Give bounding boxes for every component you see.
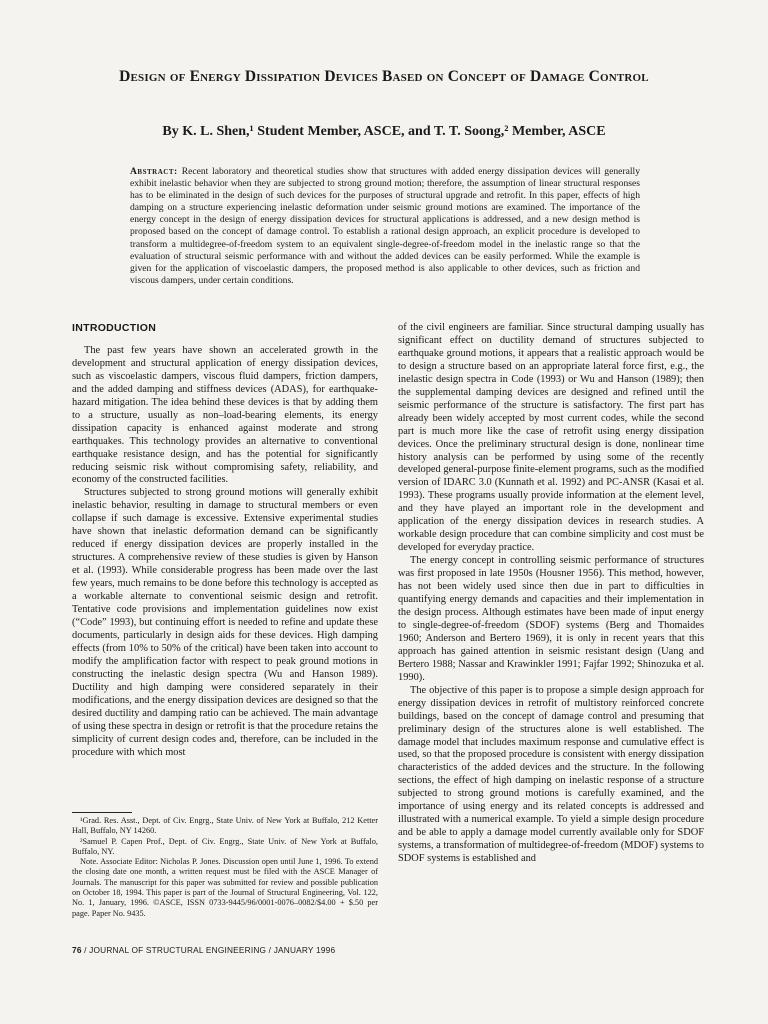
intro-paragraph-continued: of the civil engineers are familiar. Since structural damping usually has significant effect on ductility demand of structures subjected to earthquake ground motions, it appears that a realistic approach would be to design a structure based on an appropriate lateral force first, e.g., the inelastic design spectra in Code (1993) or Wu and Hanson (1989); then the supplemental damping devices are designed and refined until the seismic performance of the structure is satisfactory. The first part has already been widely accepted by most current codes, while the second part is much more like the case of retrofit using energy dissipation devices. Once the preliminary structural design is done, nonlinear time history analysis can be performed by using some of the recently developed general-purpose finite-element programs, such as the modified version of IDARC 3.0 (Kunnath et al. 1992) and PC-ANSR (Kasai et al. 1993). These programs usually provide information at the element level, and they have played an important role in the development and application of the energy dissipation devices in research studies. A workable design procedure that can combine simplicity and cost must be developed for everyday practice. <box>398 322 704 554</box>
abstract <box>130 166 640 287</box>
footnote-1: ¹Grad. Res. Asst., Dept. of Civ. Engrg., State Univ. of New York at Buffalo, 212 Ketter Hall, Buffalo, NY 14260. <box>72 816 378 836</box>
page-number: 76 <box>72 945 82 955</box>
journal-running-footer: / JOURNAL OF STRUCTURAL ENGINEERING / JANUARY 1996 <box>84 945 336 955</box>
section-heading-introduction: INTRODUCTION <box>72 322 157 334</box>
intro-paragraph-3: The energy concept in controlling seismic performance of structures was first proposed in late 1950s (Housner 1956). This method, however, has not been widely used since then due in part to difficulties in quantifying energy demands and capacities and their implementation in the design process. Although estimates have been made of input energy to single-degree-of-freedom (SDOF) systems (Berg and Thomaides 1960; Anderson and Bertero 1969), it is only in recent years that this approach has gained attention in seismic resistant design (Uang and Bertero 1988; Nassar and Krawinkler 1991; Fajfar 1992; Shinozuka et al. 1990). <box>398 555 704 683</box>
footnote-note: Note. Associate Editor: Nicholas P. Jones. Discussion open until June 1, 1996. To extend the closing date one month, a written request must be filed with the ASCE Manager of Journals. The manuscript for this paper was submitted for review and possible publication on October 18, 1994. This paper is part of the Journal of Structural Engineering, Vol. 122, No. 1, January, 1996. ©ASCE, ISSN 0733-9445/96/0001-0076–0082/$4.00 + $.50 per page. Paper No. 9435. <box>72 857 378 918</box>
footnote-2: ²Samuel P. Capen Prof., Dept. of Civ. Engrg., State Univ. of New York at Buffalo, Buffalo, NY. <box>72 836 378 856</box>
abstract-text: Recent laboratory and theoretical studies show that structures with added energy dissipation devices will generally exhibit inelastic behavior when they are subjected to strong ground motion; therefore, the assumption of linear structural responses has to be eliminated in the design of such devices for the purposes of structural upgrade and retrofit. In this paper, effects of high damping on a structure experiencing inelastic deformation under seismic ground motions are examined. The importance of the energy concept in the design of energy dissipation devices for structural applications is addressed, and a new design method is proposed based on the concept of damage control. To establish a rational design approach, an explicit procedure is developed to transform a multidegree-of-freedom system to an equivalent single-degree-of-freedom model in the inelastic range so that the evaluation of structural seismic performance with and without the added devices can be easily performed. While the example is given for the application of viscoelastic dampers, the proposed method is also applicable to other devices, such as friction and viscous dampers, under certain conditions. <box>130 166 640 286</box>
abstract-label: Abstract: <box>130 166 178 177</box>
paper-title: Design of Energy Dissipation Devices Based on Concept of Damage Control <box>119 68 649 85</box>
footnote-rule <box>72 812 132 813</box>
left-column <box>72 322 378 759</box>
author-line: By K. L. Shen,¹ Student Member, ASCE, and T. T. Soong,² Member, ASCE <box>162 124 606 139</box>
intro-paragraph-1: The past few years have shown an accelerated growth in the development and structural application of energy dissipation devices, such as viscoelastic dampers, viscous fluid dampers, friction dampers, and the added damping and stiffness devices (ADAS), for earthquake-hazard mitigation. The idea behind these devices is that by adding them to a structure, usually as non–load-bearing elements, its energy dissipation capacity is enhanced against moderate and strong earthquakes. This technology provides an alternative to conventional earthquake resistance design, and has the potential for significantly reducing seismic risk without compromising safety, reliability, and economy of the constructed facilities. <box>72 344 378 486</box>
intro-paragraph-4: The objective of this paper is to propose a simple design approach for energy dissipation devices in retrofit of multistory reinforced concrete buildings, based on the concept of damage control and presuming that preliminary design of the structures alone is well established. The damage model that includes maximum response and cumulative effect is used, so that the proposed procedure is consistent with energy dissipation characteristics of the added devices and the structure. In the following sections, the effect of high damping on inelastic response of a structure subjected to strong ground motions is carefully examined, and the importance of using energy and its related concepts is addressed and illustrated with a numerical example. To yield a simple design procedure and be able to apply a damage model currently available only for SDOF systems, a transformation of multidegree-of-freedom (MDOF) systems to SDOF systems is established and <box>398 684 704 865</box>
right-column <box>398 322 704 866</box>
intro-paragraph-2: Structures subjected to strong ground motions will generally exhibit inelastic behavior, resulting in damage to structural members or even collapse if such damage is excessive. Extensive experimental studies have shown that inelastic deformation demand can be significantly reduced if energy dissipation devices are properly installed in the structures. A comprehensive review of these studies is given by Hanson et al. (1993). While considerable progress has been made over the last few years, much remains to be done before this technology is accepted as a workable alternate to conventional seismic design and retrofit. Tentative code provisions and implementation guidelines now exist (“Code” 1993), but continuing effort is needed to refine and update these documents, particularly in design aids for these devices. High damping effects (from 10% to 50% of the critical) have been taken into account to modify the amplification factor with respect to peak ground motions in constructing the inelastic design spectra (Wu and Hanson 1989). Ductility and high damping were considered separately in their modifications, and the energy dissipation devices are designed so that the desired ductility and damping ratio can be achieved. The main advantage of using these spectra in design or retrofit is that the procedure retains the simplicity of current design codes and, therefore, can be included in the procedure with which most <box>72 487 378 758</box>
footnotes <box>72 816 378 919</box>
page-footer <box>72 945 335 955</box>
